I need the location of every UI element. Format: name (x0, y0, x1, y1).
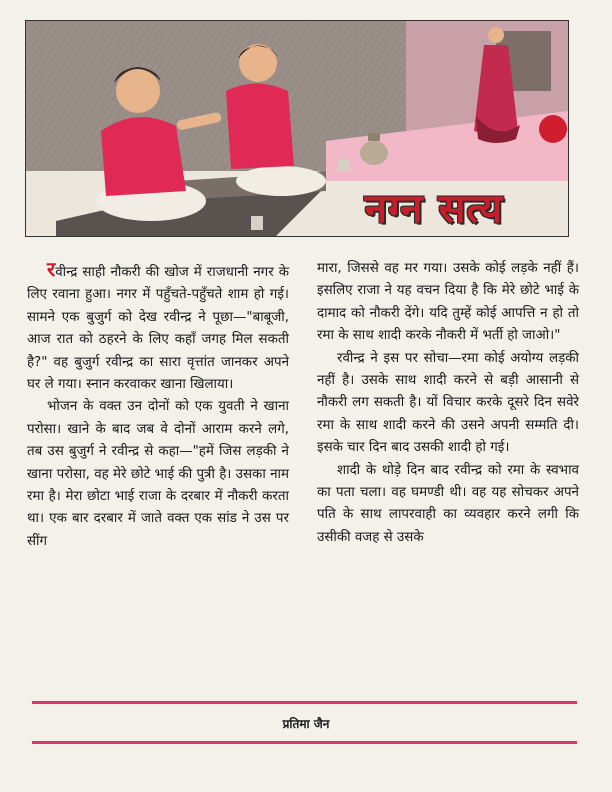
dropcap: र (47, 257, 56, 281)
divider-top (32, 701, 577, 704)
author-byline: प्रतिमा जैन (282, 717, 330, 731)
paragraph: रवीन्द्र ने इस पर सोचा—रमा कोई अयोग्य लड़की नहीं है। उसके साथ शादी करने से बड़ी आसानी से नौकरी लग सकती है। यों विचार करके दूसरे दिन सवेरे रमा के साथ शादी करने की उसने अपनी सम्मति दी। इसके चार दिन बाद उसकी शादी हो गई। (317, 350, 579, 456)
left-column (27, 258, 289, 553)
story-body (27, 258, 579, 703)
paragraph (27, 258, 289, 396)
story-title: नग्न सत्य (364, 186, 504, 232)
divider-bottom (32, 741, 577, 744)
paragraph-text: वीन्द्र साही नौकरी की खोज में राजधानी नगर के लिए रवाना हुआ। नगर में पहुँचते-पहुँचते शाम हो गई। सामने एक बुजुर्ग को देख रवीन्द्र ने पूछा—"बाबूजी, आज रात को ठहरने के लिए कहाँ जगह मिल सकती है?" वह बुजुर्ग रवीन्द्र का सारा वृत्तांत जानकर अपने घर ले गया। स्नान करवाकर खाना खिलाया। (27, 265, 289, 393)
paragraph: शादी के थोड़े दिन बाद रवीन्द्र को रमा के स्वभाव का पता चला। वह घमण्डी थी। वह यह सोचकर अपने पति के साथ लापरवाही का व्यवहार करने लगी कि उसीकी वजह से उसके (317, 462, 579, 545)
right-column (317, 258, 579, 549)
paragraph: भोजन के वक्त उन दोनों को एक युवती ने खाना परोसा। खाने के बाद जब वे दोनों आराम करने लगे, तब उस बुजुर्ग ने रवीन्द्र से कहा—"हमें जिस लड़की ने खाना परोसा, वह मेरे छोटे भाई की पुत्री है। उसका नाम रमा है। मेरा छोटा भाई राजा के दरबार में नौकरी करता था। एक बार दरबार में जाते वक्त एक सांड ने उस पर सींग (27, 399, 289, 549)
paragraph: मारा, जिससे वह मर गया। उसके कोई लड़के नहीं हैं। इसलिए राजा ने यह वचन दिया है कि मेरे छोटे भाई के दामाद को नौकरी देंगे। यदि तुम्हें कोई आपत्ति न हो तो रमा के साथ शादी करके नौकरी में भर्ती हो जाओ।" (317, 261, 579, 344)
